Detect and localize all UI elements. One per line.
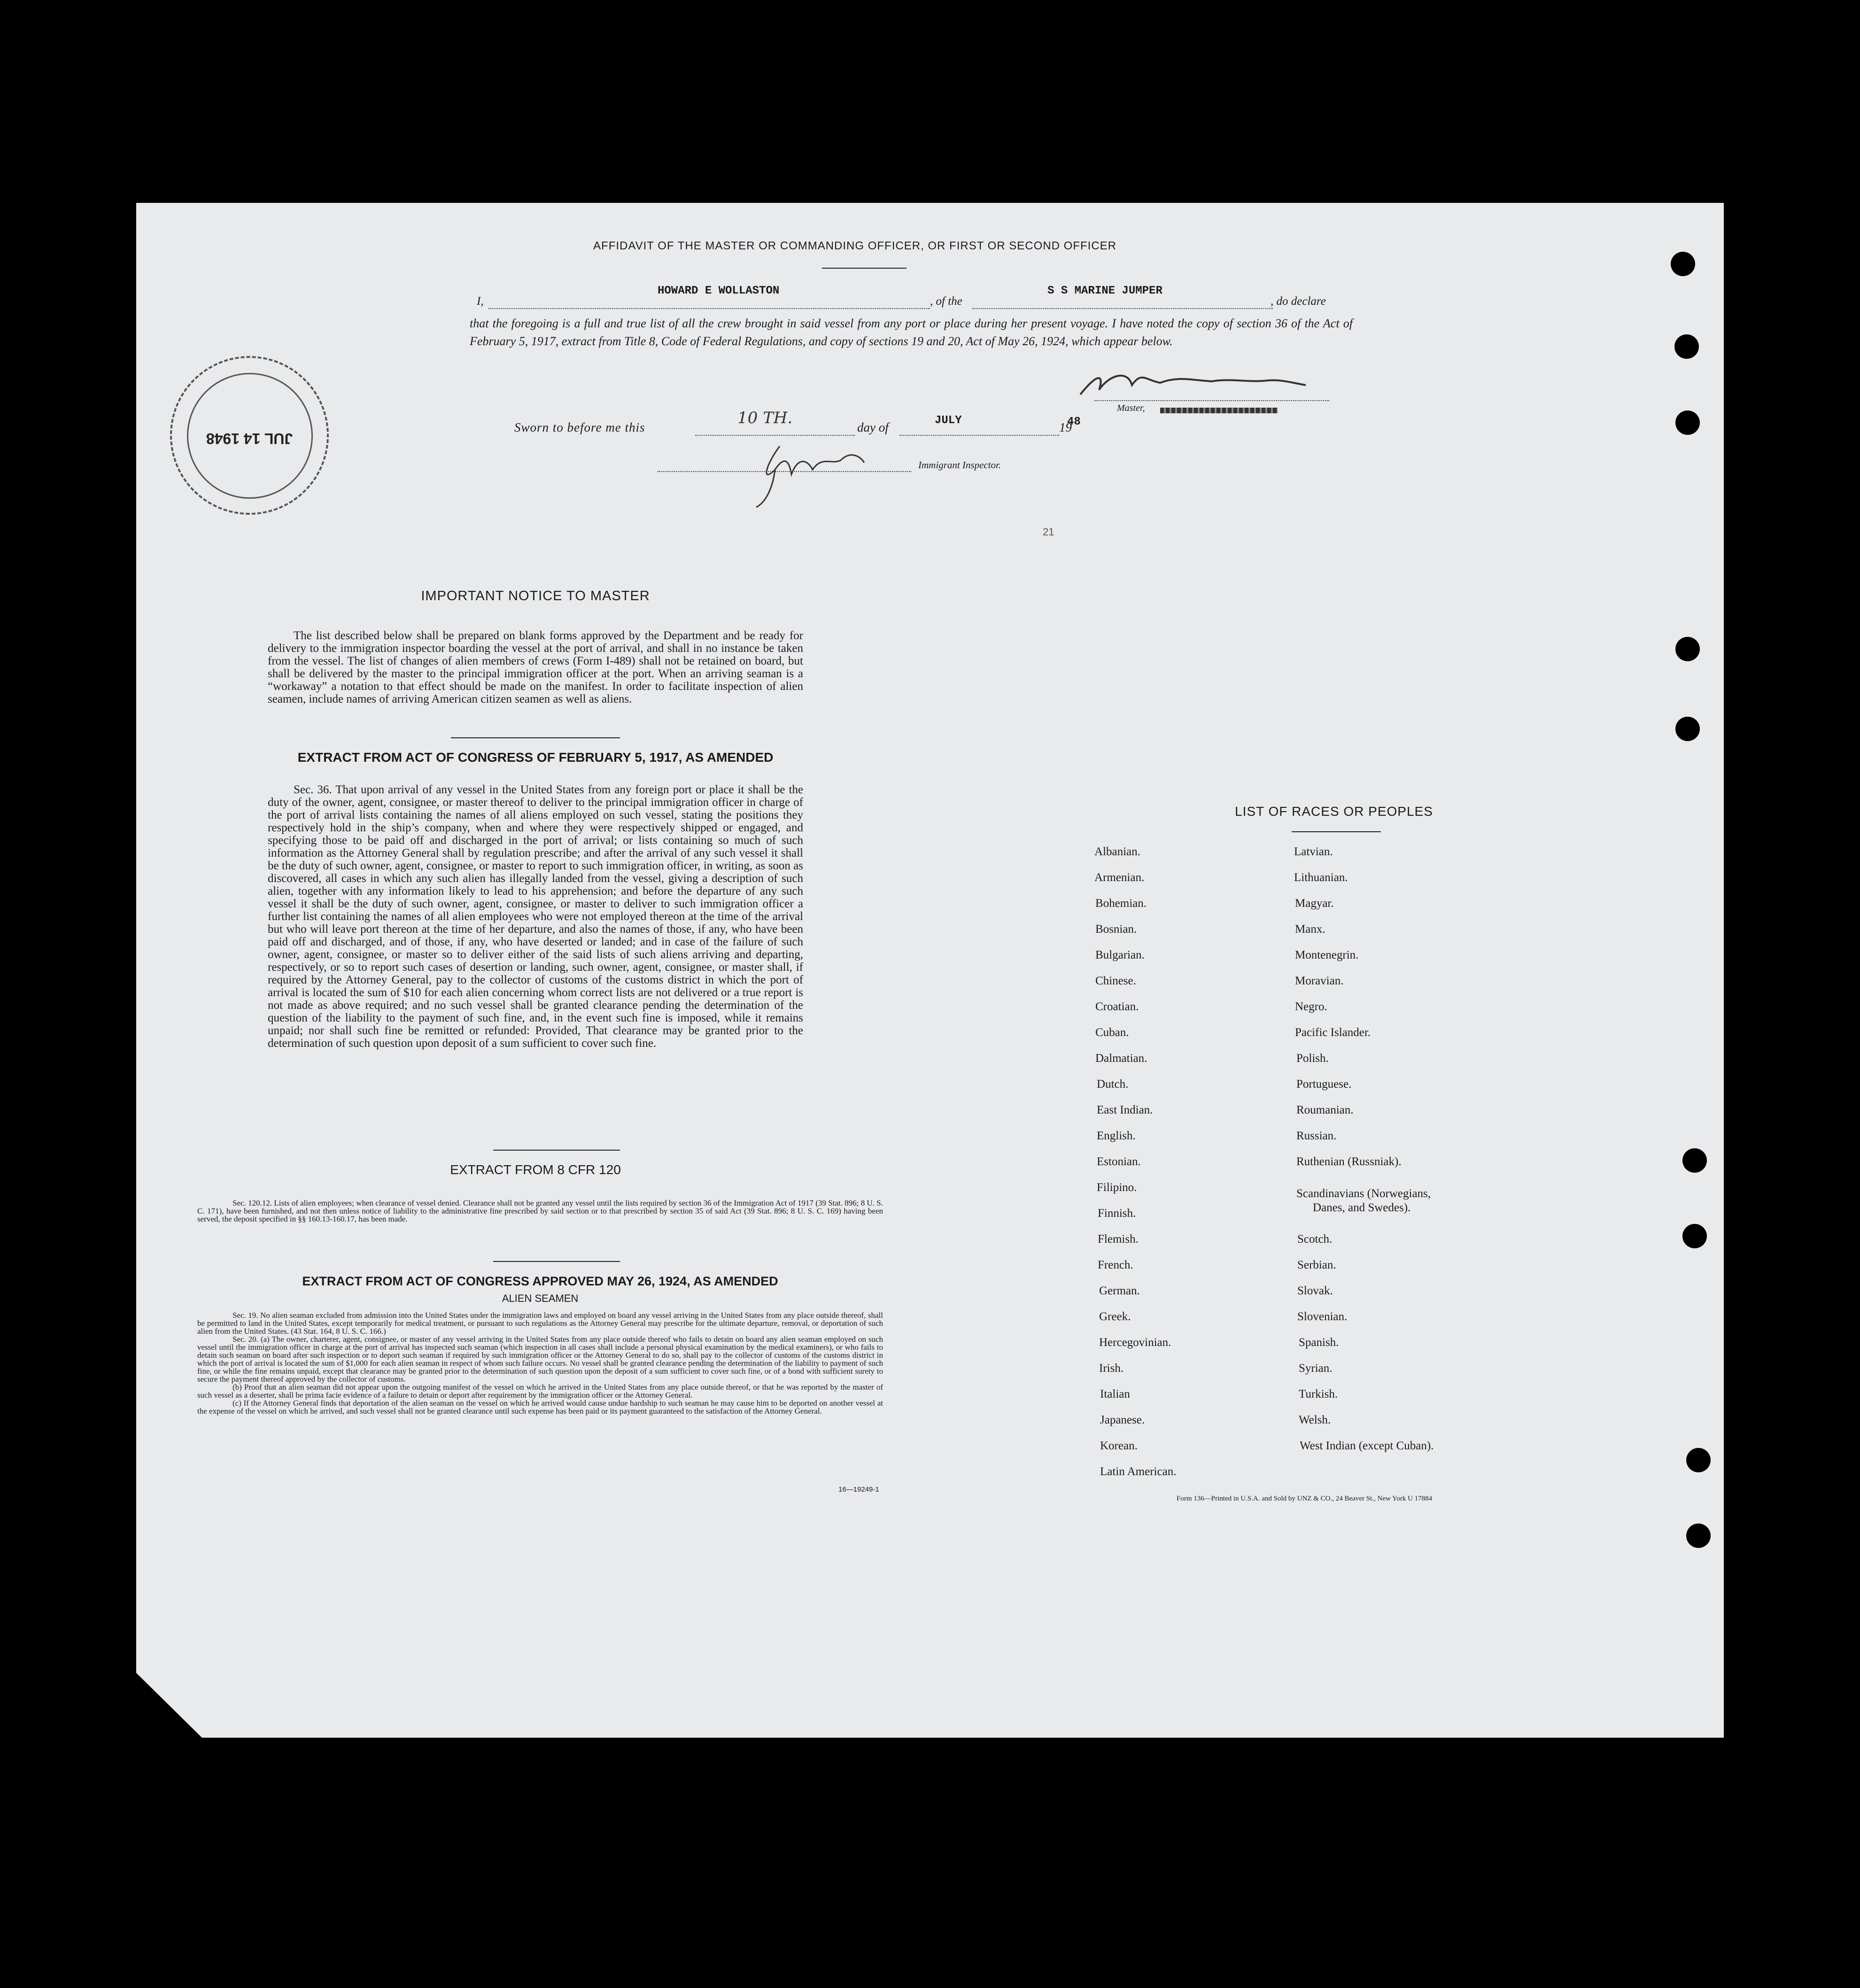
race-right-4: Montenegrin. [1295, 949, 1359, 961]
race-left-15: Flemish. [1098, 1233, 1139, 1245]
race-left-8: Dalmatian. [1095, 1052, 1147, 1065]
race-left-24: Latin American. [1100, 1465, 1177, 1478]
vessel-name: S S MARINE JUMPER [1047, 285, 1162, 297]
sworn-label: Sworn to before me this [514, 420, 645, 434]
section-20c-text: (c) If the Attorney General finds that deportation of the alien seaman on the vessel on which he arrived would cause undue hardship to such seaman he may cause him to be deported on another vessel at the expense of the vessel on which he arrived, and such vessel shall not be granted clearance until such expense has been paid or its payment guaranteed to the satisfaction of the Attorney General. [197, 1399, 883, 1416]
race-right-11: Russian. [1296, 1129, 1337, 1142]
race-right-13: Scandinavians (Norwegians, [1296, 1187, 1431, 1200]
race-left-7: Cuban. [1095, 1026, 1129, 1039]
punch-hole [1686, 1448, 1711, 1472]
race-right-10: Roumanian. [1296, 1104, 1354, 1116]
punch-hole [1682, 1148, 1707, 1173]
inspector-label: Immigrant Inspector. [918, 459, 1001, 471]
race-right-1: Lithuanian. [1294, 871, 1348, 884]
of-the-label: , of the [930, 295, 962, 308]
extract-cfr-title: EXTRACT FROM 8 CFR 120 [450, 1162, 621, 1177]
notice-text: The list described below shall be prepared on blank forms approved by the Department and be ready for delivery to the immigration inspector boarding the vessel at the port of arrival, and shall in no instance be taken from the vessel. The list of changes of alien members of crews (Form I-489) shall not be retained on board, but shall be delivered by the master to the principal immigration officer at the port. When an arriving seaman is a “workaway” a notation to that effect should be made on the manifest. In order to facilitate inspection of alien seamen, include names of arriving American citizen seamen as well as aliens. [268, 629, 803, 705]
race-left-10: East Indian. [1097, 1104, 1153, 1116]
race-left-12: Estonian. [1097, 1155, 1141, 1168]
form-code: 16—19249-1 [838, 1485, 879, 1493]
i-label: I, [477, 295, 484, 308]
race-right-12: Ruthenian (Russniak). [1296, 1155, 1402, 1168]
year-suffix: 48 [1067, 416, 1081, 428]
extract-cfr-text: Sec. 120.12. Lists of alien employees; when clearance of vessel denied. Clearance shall not be granted any vessel until the lists required by section 36 of the Immigration Act of 1917 (39 Stat. 896; 8 U. S. C. 171), have been furnished, and not then unless notice of liability to the administrative fine prescribed by said section or to that prescribed by section 35 of said Act (39 Stat. 896; 8 U. S. C. 169) having been served, the deposit specified in §§ 160.13-160.17, has been made. [197, 1199, 883, 1223]
races-title: LIST OF RACES OR PEOPLES [1235, 804, 1433, 819]
race-right-7: Pacific Islander. [1295, 1026, 1371, 1039]
extract-1917-rule [493, 1150, 620, 1151]
race-left-13: Filipino. [1097, 1181, 1137, 1194]
race-left-5: Chinese. [1095, 975, 1136, 987]
race-left-1: Armenian. [1094, 871, 1145, 884]
race-left-2: Bohemian. [1095, 897, 1147, 910]
race-right-23: West Indian (except Cuban). [1300, 1439, 1434, 1452]
punch-hole [1674, 334, 1699, 359]
race-right-8: Polish. [1296, 1052, 1329, 1065]
race-left-19: Hercegovinian. [1099, 1336, 1171, 1349]
struck-out-title [1160, 408, 1278, 413]
race-left-22: Japanese. [1100, 1414, 1145, 1426]
race-right-0: Latvian. [1294, 845, 1333, 858]
sworn-day: 10 TH. [737, 409, 793, 427]
form-footer: Form 136—Printed in U.S.A. and Sold by UNZ & CO., 24 Beaver St., New York U 17884 [1177, 1495, 1433, 1502]
notice-rule [451, 737, 620, 738]
title-rule [822, 268, 907, 269]
affidavit-title: AFFIDAVIT OF THE MASTER OR COMMANDING OFFICER, OR FIRST OR SECOND OFFICER [593, 240, 1116, 252]
race-left-11: English. [1097, 1129, 1136, 1142]
extract-cfr-rule [493, 1261, 620, 1262]
vessel-line [972, 308, 1273, 309]
affidavit-statement: that the foregoing is a full and true list of all the crew brought in said vessel from any port or place during her present voyage. I have noted the copy of section 36 of the Act of February 5, 1917, extract from Title 8, Code of Federal Regulations, and copy of sections 19 and 20, Act of May 26, 1924, which appear below. [470, 317, 1353, 348]
race-right-9: Portuguese. [1296, 1078, 1352, 1091]
name-line [488, 308, 930, 309]
race-right-21: Turkish. [1299, 1388, 1338, 1400]
punch-hole [1671, 252, 1695, 276]
punch-hole [1682, 1224, 1707, 1248]
punch-hole [1675, 717, 1700, 741]
race-right-22: Welsh. [1299, 1414, 1331, 1426]
stray-mark: 21 [1043, 526, 1054, 538]
race-right-6: Negro. [1295, 1000, 1327, 1013]
race-right-18: Slovenian. [1297, 1310, 1348, 1323]
master-label: Master, [1117, 403, 1145, 413]
section-20b-text: (b) Proof that an alien seaman did not appear upon the outgoing manifest of the vessel on which he arrived in the United States from any place outside thereof, or that he was reported by the master of such vessel as a deserter, shall be prima facie evidence of a failure to detain or deport after requirement by the immigration officer or the Attorney General. [197, 1383, 883, 1400]
extract-1924-body [197, 1311, 883, 1415]
race-left-21: Italian [1100, 1388, 1130, 1400]
race-right-20: Syrian. [1299, 1362, 1333, 1375]
race-right-2: Magyar. [1295, 897, 1334, 910]
race-left-9: Dutch. [1097, 1078, 1129, 1091]
extract-1917-title: EXTRACT FROM ACT OF CONGRESS OF FEBRUARY 5, 1917, AS AMENDED [297, 750, 774, 765]
race-left-14: Finnish. [1098, 1207, 1136, 1220]
extract-1917-text: Sec. 36. That upon arrival of any vessel in the United States from any foreign port or place it shall be the duty of the owner, agent, consignee, or master thereof to deliver to the principal immigration officer in charge of the port of arrival lists containing the names of all aliens employed on such vessel, stating the positions they respectively hold in the ship’s company, when and where they were respectively shipped or engaged, and specifying those to be paid off and discharged in the port of arrival; or lists containing so much of such information as the Attorney General shall by regulation prescribe; and after the arrival of any such vessel it shall be the duty of such owner, agent, consignee, or master to report to such immigration officer, in writing, as soon as discovered, all cases in which any such alien has illegally landed from the vessel, giving a description of such alien, together with any information likely to lead to his apprehension; and before the departure of any such vessel it shall be the duty of such owner, agent, consignee, or master to deliver to such immigration officer a further list containing the names of all alien employees who were not employed thereon at the time of the arrival but who will leave port thereon at the time of her departure, and also the names of those, if any, who have been paid off and discharged, and of those, if any, who have deserted or landed; and in case of the failure of such owner, agent, consignee, or master so to deliver either of the said lists of such aliens arriving and departing, respectively, or so to report such cases of desertion or landing, such owner, agent, consignee, or master shall, if required by the Attorney General, pay to the collector of customs of the customs district in which the port of arrival is located the sum of $10 for each alien concerning whom correct lists are not delivered or a true report is not made as above required; and no such vessel shall be granted clearance pending the determination of the question of the liability to the payment of such fine, and, in the event such fine is imposed, while it remains unpaid; nor shall such fine be remitted or refunded: Provided, That clearance may be granted prior to the determination of such question upon deposit of a sum sufficient to cover such fine. [268, 783, 803, 1050]
race-left-6: Croatian. [1095, 1000, 1139, 1013]
race-left-0: Albanian. [1094, 845, 1140, 858]
inspector-line [658, 471, 911, 472]
punch-hole [1675, 637, 1700, 661]
day-line [695, 435, 855, 436]
punch-hole [1675, 410, 1700, 435]
race-left-18: Greek. [1099, 1310, 1131, 1323]
race-left-16: French. [1098, 1259, 1133, 1271]
inspection-date-stamp [170, 356, 329, 515]
master-signature [1071, 366, 1325, 404]
race-right-15: Scotch. [1297, 1233, 1333, 1245]
extract-1924-subtitle: ALIEN SEAMEN [502, 1292, 579, 1304]
notice-title: IMPORTANT NOTICE TO MASTER [421, 588, 650, 603]
declare-label: , do declare [1271, 295, 1326, 308]
race-right-14: Danes, and Swedes). [1313, 1201, 1411, 1214]
signature-line [1094, 400, 1329, 401]
month-line [899, 435, 1059, 436]
day-of-label: day of [857, 420, 889, 434]
year-prefix: 19 [1059, 420, 1072, 434]
race-left-17: German. [1099, 1284, 1140, 1297]
extract-1924-title: EXTRACT FROM ACT OF CONGRESS APPROVED MAY 26, 1924, AS AMENDED [302, 1274, 778, 1288]
sworn-month: JULY [935, 414, 962, 427]
race-left-23: Korean. [1100, 1439, 1138, 1452]
punch-hole [1686, 1524, 1711, 1548]
section-19-text: Sec. 19. No alien seaman excluded from admission into the United States under the immigration laws and employed on board any vessel arriving in the United States from any place outside thereof, shall be permitted to land in the United States, except temporarily for medical treatment, or pursuant to such regulations as the Attorney General may prescribe for the ultimate departure, removal, or deportation of such alien from the United States. (43 Stat. 164, 8 U. S. C. 166.) [197, 1311, 883, 1336]
race-right-17: Slovak. [1297, 1284, 1333, 1297]
race-right-5: Moravian. [1295, 975, 1344, 987]
stamp-date: JUL 14 1948 [206, 430, 293, 447]
inspector-signature [747, 437, 902, 512]
master-name: HOWARD E WOLLASTON [658, 285, 780, 297]
race-left-4: Bulgarian. [1095, 949, 1145, 961]
section-20a-text: Sec. 20. (a) The owner, charterer, agent, consignee, or master of any vessel arriving in the United States from any place outside thereof who fails to detain on board any alien seaman employed on such vessel until the immigration officer in charge at the port of arrival has inspected such seaman (which inspection in all cases shall include a personal physical examination by the medical examiners), or who fails to detain such seaman on board after such inspection or to deport such seaman if required by such immigration officer or the Attorney General to do so, shall pay to the collector of customs of the customs district in which the port of arrival is located the sum of $1,000 for each alien seaman in respect of whom such failure occurs. No vessel shall be granted clearance pending the determination of the liability to payment of such fine, or while the fine remains unpaid, except that clearance may be granted prior to the determination of such question upon the deposit of a sum sufficient to cover such fine, or of a bond with sufficient surety to secure the payment thereof approved by the collector of customs. [197, 1335, 883, 1384]
race-right-16: Serbian. [1297, 1259, 1336, 1271]
race-left-20: Irish. [1099, 1362, 1124, 1375]
race-right-3: Manx. [1295, 923, 1325, 936]
race-right-19: Spanish. [1299, 1336, 1339, 1349]
races-rule [1292, 831, 1381, 832]
race-left-3: Bosnian. [1095, 923, 1137, 936]
